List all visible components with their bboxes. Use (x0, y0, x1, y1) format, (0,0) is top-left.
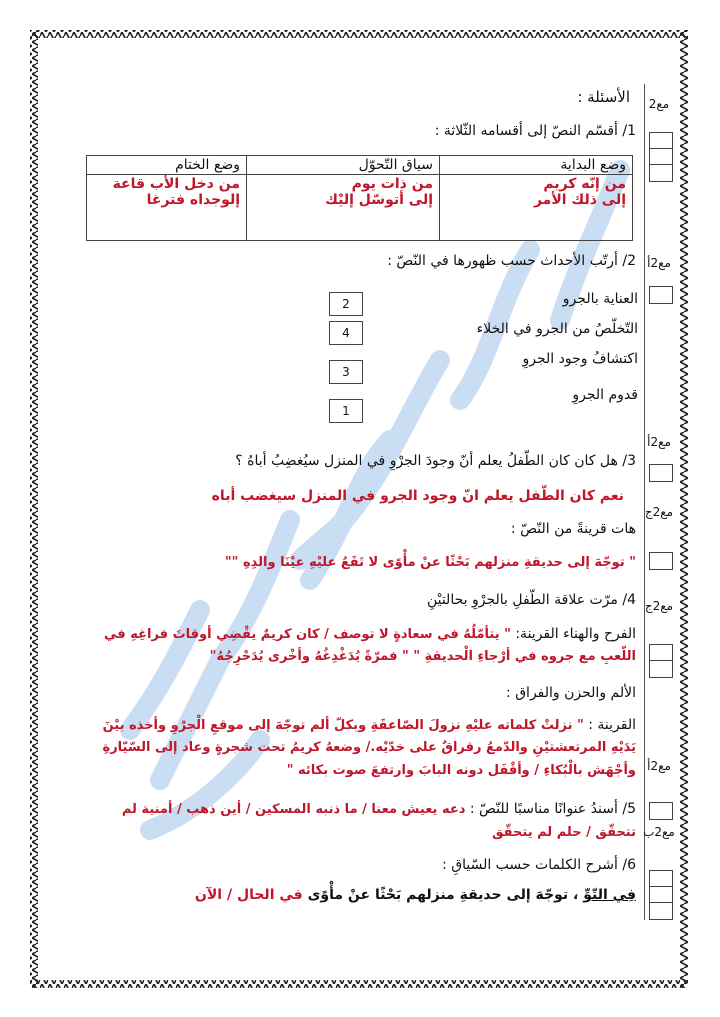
cell-line: من إنّه كريم (543, 176, 626, 192)
q5-text: 5/ أسندُ عنوانًا مناسبًا للنّصّ : (469, 801, 636, 817)
order-box[interactable]: 2 (329, 292, 363, 316)
mark-label: مع2ب (643, 825, 675, 839)
mark-box[interactable] (649, 286, 673, 304)
cell-line: إلوجداه فترغا (146, 192, 240, 208)
q3-answer: نعم كان الطّفل يعلم انّ وجود الجرو في المنزل سيغضب أباه (211, 488, 624, 504)
q5-answer-2: تتحقّق / حلم لم يتحقّق (491, 825, 636, 840)
q3-text: 3/ هل كان كان الطّفلُ يعلم أنّ وجودَ الجرْوِ في المنزل سيُغضِبُ أباهُ ؟ (235, 453, 636, 469)
mark-box[interactable] (649, 660, 673, 678)
mark-label: مع2أ (647, 759, 671, 773)
table-header: وضع البداية (440, 156, 633, 175)
q3-clue: " توجّهَ إلى حديقةِ منزلهم بَحْثًا عنْ مأْوًى لا تَقَعُ عليْهِ عيْنَا والدِهِ "" (224, 555, 636, 570)
q1-text: 1/ أقسّم النصّ إلى أقسامه الثّلاثة : (434, 123, 636, 139)
q6-word: فِي التّوِّ (583, 887, 636, 903)
table-cell (440, 175, 633, 241)
order-box[interactable]: 4 (329, 321, 363, 345)
mark-box[interactable] (649, 902, 673, 920)
marks-column (644, 84, 681, 920)
joy-clue-1: " يتأمّلُهُ في سعادةٍ لا توصف / كان كريمٌ يقْضِي أوقاتَ فراغِهِ في (104, 627, 511, 642)
order-box[interactable]: 3 (329, 360, 363, 384)
mark-label: مع2 (648, 97, 670, 111)
q6-context: ، توجّهَ إلى حديقةِ منزلهم بَحْثًا عنْ مأْوًى (307, 887, 579, 903)
event-item: التّخلّصُ من الجرو في الخلاء (476, 321, 638, 337)
pain-clue-1: " نزلتْ كلماته عليْهِ نزولَ الصّاعقَةِ وبكلّ ألم توجّهَ إلى موقعِ الْجرْوِ وأخذه بيْنَ (102, 718, 584, 733)
mark-box[interactable] (649, 552, 673, 570)
q5-line (122, 800, 636, 819)
cell-line: من دخل الأب قاعة (112, 176, 240, 192)
q2-text: 2/ أرتّب الأحداث حسب ظهورها في النّصّ : (387, 253, 636, 269)
event-item: اكتشافُ وجود الجروِ (522, 351, 638, 367)
cell-line: إلى أتوسّل إليْك (325, 192, 433, 208)
pain-prefix: القرينة : (588, 717, 636, 733)
table-cell (247, 175, 440, 241)
q3-clue-prompt: هات قرينةً من النّصّ : (510, 521, 636, 537)
q6-meaning: في الحال / الآن (194, 887, 303, 903)
q6-text: 6/ أشرح الكلمات حسب السّياقِ : (442, 857, 636, 873)
cell-line: من ذات يوم (351, 176, 433, 192)
q4-joy-line (104, 625, 636, 644)
q4-text: 4/ مرّت علاقة الطّفلِ بالجرْوِ بحالتيْنِ (426, 592, 636, 608)
joy-prefix: الفرح والهناء القرينة: (515, 626, 636, 642)
table-cell (87, 175, 247, 241)
pain-clue-3: وأجْهَش بالْبُكاءِ / وأقْفَل دونه البابَ وارتفعَ صوت بكائه " (286, 763, 636, 778)
mark-label: مع2أ (647, 435, 671, 449)
pain-title: الألم والحزن والفراق : (506, 685, 636, 701)
q6-line (195, 886, 636, 904)
cell-line: إلى ذلك الأمر (533, 192, 626, 208)
table-header: سياق التّحوّل (247, 156, 440, 175)
q5-answer-1: دعه يعيش معنا / ما ذنبه المسكين / أين ذهب / أمنية لم (121, 802, 466, 817)
q4-pain-line (103, 716, 636, 735)
sections-table (86, 155, 633, 241)
event-item: العناية بالجرو (562, 291, 638, 307)
mark-label: مع2ج (644, 599, 674, 613)
mark-label: مع2أ (647, 256, 671, 270)
table-header: وضع الختام (87, 156, 247, 175)
mark-label: مع2ج (644, 505, 674, 519)
mark-box[interactable] (649, 802, 673, 820)
mark-box[interactable] (649, 464, 673, 482)
questions-heading: الأسئلة : (577, 88, 630, 106)
order-box[interactable]: 1 (329, 399, 363, 423)
joy-clue-2: اللّعبِ مع جروه في أرْجاءِ الْحديقةِ " " فمرّةً يُدَغْدِغُهُ وأخْرى يُدَحْرِجُهُ" (209, 649, 636, 664)
pain-clue-2: يَدَيْهِ المرتعشتيْنِ والدّمعُ رقراقٌ على خدّيْه./ وضعهُ كريمُ تحت شجرةٍ وعاد إلى السّيّارةِ (102, 740, 636, 755)
event-item: قدوم الجروِ (572, 387, 638, 403)
mark-box[interactable] (649, 164, 673, 182)
